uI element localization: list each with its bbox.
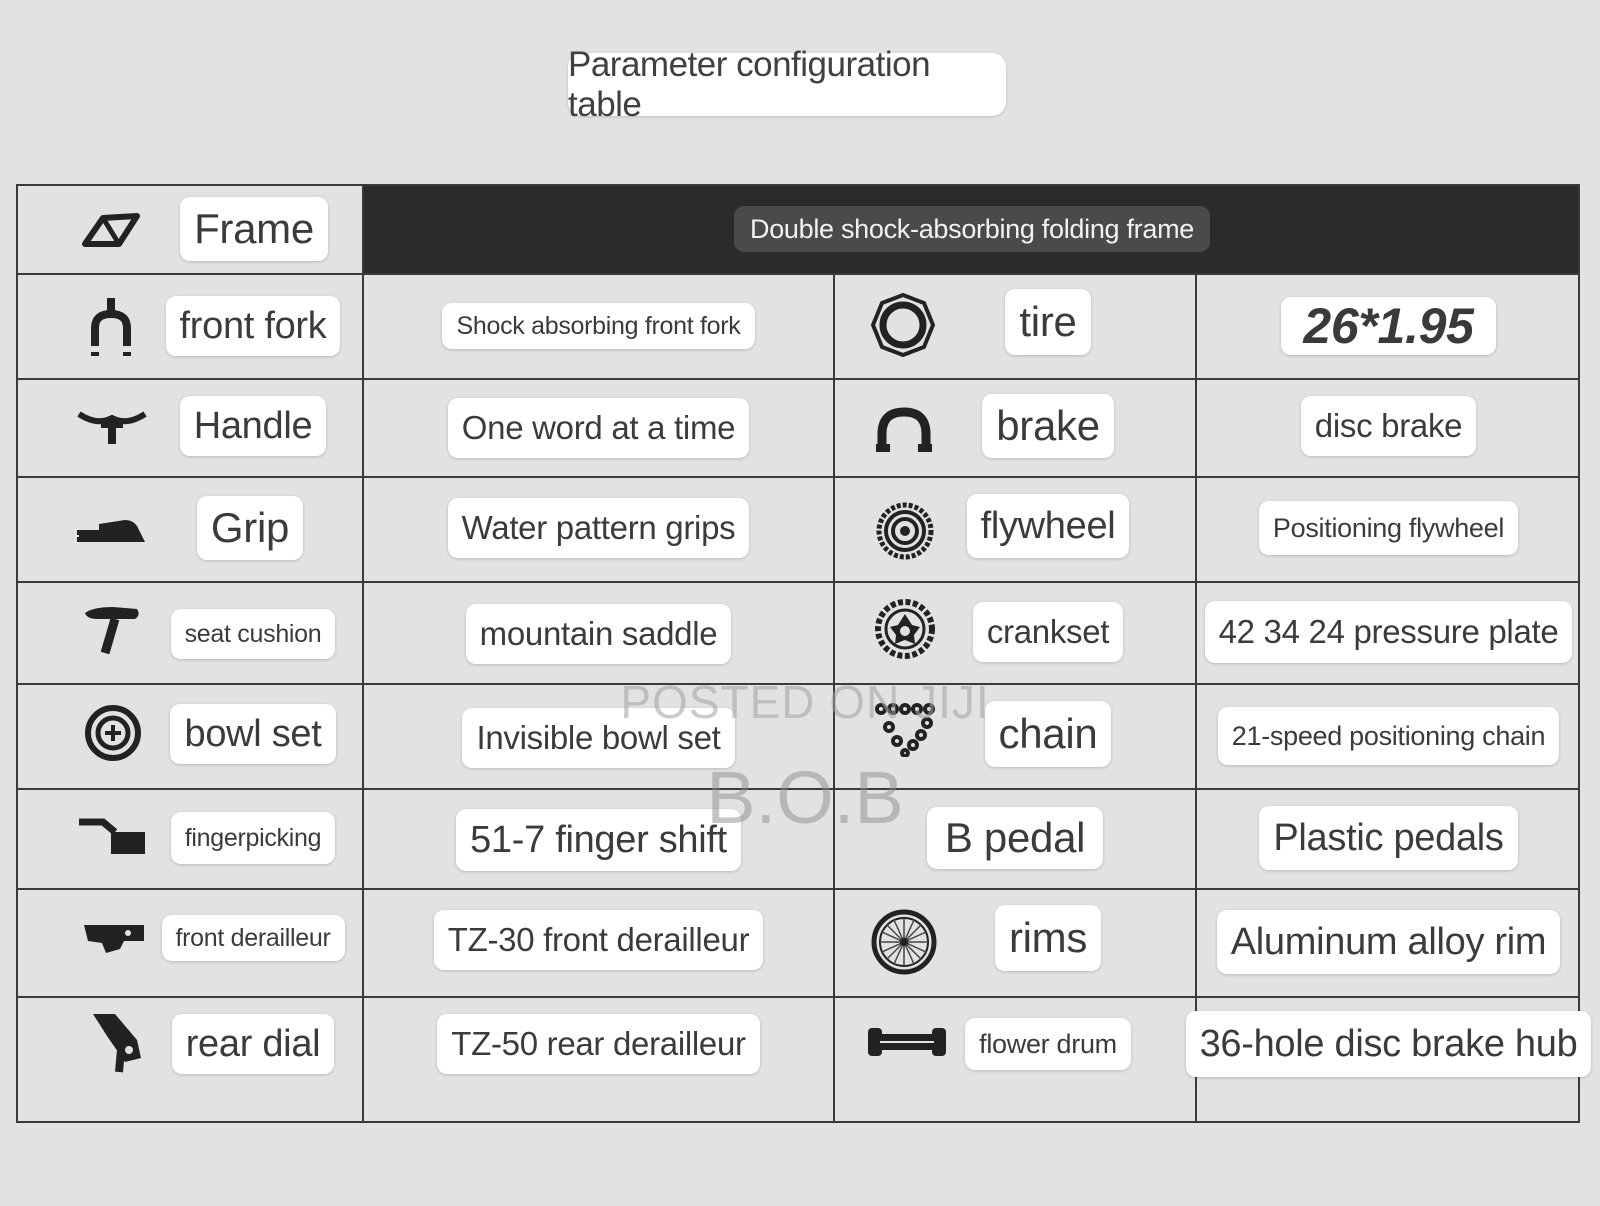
row-divider bbox=[18, 996, 1578, 998]
row-divider bbox=[18, 788, 1578, 790]
brake-value: disc brake bbox=[1301, 396, 1476, 456]
frame-value: Double shock-absorbing folding frame bbox=[734, 206, 1210, 252]
chain-label: chain bbox=[985, 701, 1112, 767]
flywheel-value: Positioning flywheel bbox=[1259, 501, 1518, 555]
row-divider bbox=[18, 378, 1578, 380]
brake-label: brake bbox=[982, 394, 1114, 458]
row-divider bbox=[18, 888, 1578, 890]
tire-label: tire bbox=[1005, 289, 1090, 355]
flower-drum-value: 36-hole disc brake hub bbox=[1186, 1011, 1592, 1077]
bowl-set-label: bowl set bbox=[170, 704, 335, 764]
front-derailleur-value: TZ-30 front derailleur bbox=[434, 910, 764, 970]
rear-dial-value: TZ-50 rear derailleur bbox=[437, 1014, 759, 1074]
flywheel-label: flywheel bbox=[967, 494, 1130, 558]
row-divider bbox=[18, 683, 1578, 685]
shifter-icon bbox=[74, 814, 150, 858]
row-divider bbox=[18, 476, 1578, 478]
pedal-value: Plastic pedals bbox=[1259, 806, 1517, 870]
chain-icon bbox=[874, 698, 938, 760]
front-fork-icon bbox=[76, 294, 146, 364]
grip-value: Water pattern grips bbox=[448, 498, 750, 558]
hub-icon bbox=[864, 1022, 950, 1062]
rear-derailleur-icon bbox=[82, 1008, 152, 1076]
front-derailleur-icon bbox=[80, 916, 148, 960]
row-divider bbox=[18, 581, 1578, 583]
grip-icon bbox=[72, 508, 150, 548]
flywheel-icon bbox=[874, 500, 936, 562]
crankset-value: 42 34 24 pressure plate bbox=[1205, 601, 1573, 663]
handle-label: Handle bbox=[180, 396, 327, 456]
rims-label: rims bbox=[995, 905, 1101, 971]
frame-label: Frame bbox=[180, 197, 328, 261]
frame-icon bbox=[76, 208, 146, 252]
fingerpicking-label: fingerpicking bbox=[171, 812, 335, 864]
crankset-icon bbox=[872, 596, 938, 662]
row-divider bbox=[18, 273, 1578, 275]
tire-value: 26*1.95 bbox=[1281, 297, 1495, 355]
rims-value: Aluminum alloy rim bbox=[1217, 910, 1561, 974]
page-title: Parameter configuration table bbox=[568, 53, 1006, 116]
crankset-label: crankset bbox=[973, 602, 1123, 662]
fingerpicking-value: 51-7 finger shift bbox=[456, 809, 741, 871]
front-fork-label: front fork bbox=[166, 296, 341, 356]
rim-icon bbox=[868, 906, 940, 978]
chain-value: 21-speed positioning chain bbox=[1218, 707, 1559, 765]
front-derailleur-label: front derailleur bbox=[162, 915, 345, 961]
watermark-bob: B.O.B bbox=[706, 756, 904, 839]
tire-icon bbox=[868, 290, 938, 360]
pedal-label: B pedal bbox=[927, 807, 1103, 869]
seat-icon bbox=[80, 604, 144, 656]
parameter-table bbox=[16, 184, 1580, 1123]
column-divider bbox=[833, 274, 835, 1121]
brake-icon bbox=[874, 404, 934, 456]
flower-drum-label: flower drum bbox=[965, 1018, 1131, 1070]
grip-label: Grip bbox=[197, 496, 303, 560]
bowl-set-value: Invisible bowl set bbox=[462, 708, 734, 768]
watermark-posted: POSTED ON JIJI bbox=[620, 676, 990, 728]
seat-cushion-label: seat cushion bbox=[171, 609, 336, 659]
front-fork-value: Shock absorbing front fork bbox=[442, 303, 754, 349]
bowl-set-icon bbox=[82, 702, 144, 764]
rear-dial-label: rear dial bbox=[172, 1014, 335, 1074]
seat-cushion-value: mountain saddle bbox=[466, 604, 732, 664]
handle-value: One word at a time bbox=[448, 398, 749, 458]
handlebar-icon bbox=[74, 400, 150, 452]
